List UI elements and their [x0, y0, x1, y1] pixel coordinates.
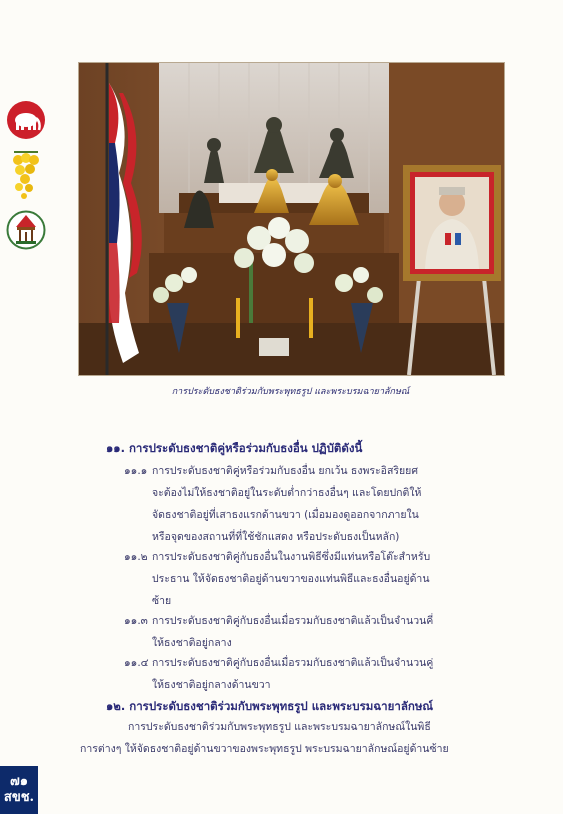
- item-line: ให้ธงชาติอยู่กลาง: [152, 637, 232, 649]
- item-line: จัดธงชาติอยู่ที่เสาธงแรกด้านขวา (เมื่อมองดูออกจากภายใน: [152, 509, 419, 521]
- item-line: ประธาน ให้จัดธงชาติอยู่ด้านขวาของแท่นพิธีและธงอื่นอยู่ด้าน: [152, 573, 430, 585]
- item-number: ๑๑.๑: [124, 465, 148, 477]
- list-item-11-2: [124, 546, 454, 612]
- photo-caption: การประดับธงชาติร่วมกับพระพุทธรูป และพระบรมฉายาลักษณ์: [171, 387, 410, 397]
- item-number: ๑๑.๓: [124, 615, 148, 627]
- list-item-11-1: [124, 460, 454, 548]
- section-11-heading: ๑๑. การประดับธงชาติคู่หรือร่วมกับธงอื่น ปฏิบัติดังนี้: [106, 441, 363, 455]
- item-line: การประดับธงชาติคู่กับธงอื่นในงานพิธีซึ่งมีแท่นหรือโต๊ะสำหรับ: [152, 551, 431, 563]
- page-label: สขช.: [3, 790, 35, 805]
- item-line: หรือจุดของสถานที่ที่ใช้ชักแสดง หรือประดับธงเป็นหลัก): [152, 531, 400, 543]
- page-number-tab: [0, 766, 38, 814]
- item-line: การประดับธงชาติคู่หรือร่วมกับธงอื่น ยกเว้น ธงพระอิสริยยศ: [152, 465, 418, 477]
- altar-photo: [78, 62, 505, 376]
- item-line: การประดับธงชาติคู่กับธงอื่นเมื่อรวมกับธงชาติแล้วเป็นจำนวนคี่: [152, 615, 434, 627]
- side-emblems: [6, 100, 48, 260]
- item-number: ๑๑.๔: [124, 657, 149, 669]
- pavilion-emblem-icon: [6, 210, 46, 250]
- item-number: ๑๑.๒: [124, 551, 148, 563]
- section-12-paragraph: [80, 716, 470, 760]
- page-number: ๗๑: [9, 774, 29, 789]
- altar-scene-illustration: [79, 63, 504, 375]
- paragraph-line: การต่างๆ ให้จัดธงชาติอยู่ด้านขวาของพระพุทธรูป พระบรมฉายาลักษณ์อยู่ด้านซ้าย: [80, 743, 449, 755]
- list-item-11-3: [124, 610, 454, 654]
- section-12-heading: ๑๒. การประดับธงชาติร่วมกับพระพุทธรูป และพระบรมฉายาลักษณ์: [106, 699, 434, 713]
- item-line: ซ้าย: [152, 595, 172, 607]
- list-item-11-4: [124, 652, 454, 696]
- elephant-emblem-icon: [6, 100, 46, 140]
- item-line: ให้ธงชาติอยู่กลางด้านขวา: [152, 679, 271, 691]
- item-line: การประดับธงชาติคู่กับธงอื่นเมื่อรวมกับธงชาติแล้วเป็นจำนวนคู่: [152, 657, 434, 669]
- item-line: จะต้องไม่ให้ธงชาติอยู่ในระดับต่ำกว่าธงอื่นๆ และโดยปกติให้: [152, 487, 422, 499]
- golden-shower-flower-icon: [6, 150, 46, 200]
- paragraph-line: การประดับธงชาติร่วมกับพระพุทธรูป และพระบรมฉายาลักษณ์ในพิธี: [128, 721, 431, 733]
